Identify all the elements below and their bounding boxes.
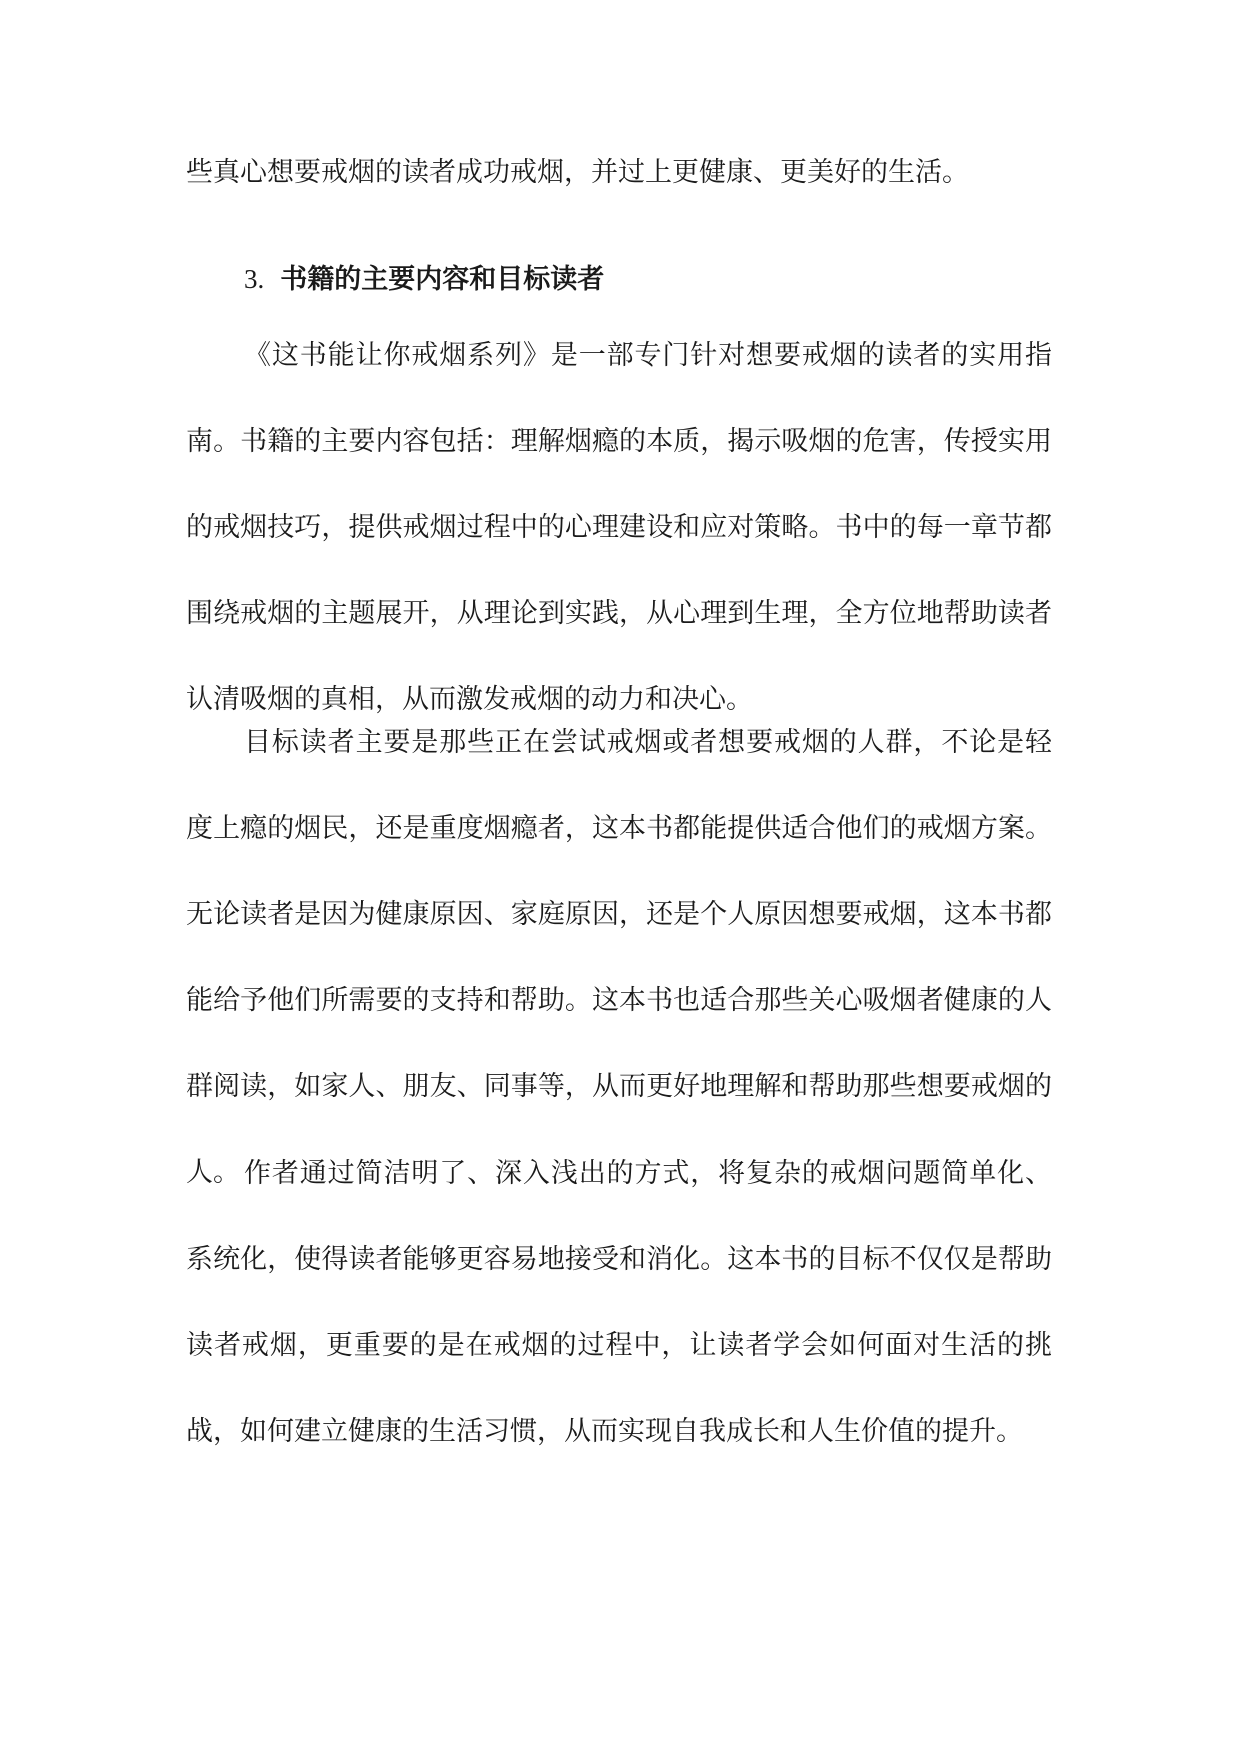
body-paragraph: 作者通过简洁明了、深入浅出的方式，将复杂的戒烟问题简单化、系统化，使得读者能够更容易地接受和消化。这本书的目标不仅仅是帮助读者戒烟，更重要的是在戒烟的过程中，让读者学会如何面对生活的挑战，如何建立健康的生活习惯，从而实现自我成长和人生价值的提升。	[186, 1158, 1052, 1447]
section-heading	[244, 236, 604, 323]
paragraph-block-3	[186, 1131, 1052, 1475]
section-title: 书籍的主要内容和目标读者	[280, 264, 605, 295]
body-paragraph: 《这书能让你戒烟系列》是一部专门针对想要戒烟的读者的实用指南。书籍的主要内容包括：理解烟瘾的本质，揭示吸烟的危害，传授实用的戒烟技巧，提供戒烟过程中的心理建设和应对策略。书中的每一章节都围绕戒烟的主题展开，从理论到实践，从心理到生理，全方位地帮助读者认清吸烟的真相，从而激发戒烟的动力和决心。	[186, 340, 1052, 715]
body-paragraph: 目标读者主要是那些正在尝试戒烟或者想要戒烟的人群，不论是轻度上瘾的烟民，还是重度烟瘾者，这本书都能提供适合他们的戒烟方案。无论读者是因为健康原因、家庭原因，还是个人原因想要戒烟，这本书都能给予他们所需要的支持和帮助。这本书也适合那些关心吸烟者健康的人群阅读，如家人、朋友、同事等，从而更好地理解和帮助那些想要戒烟的人。	[186, 727, 1052, 1188]
carryover-paragraph: 些真心想要戒烟的读者成功戒烟，并过上更健康、更美好的生活。	[186, 157, 969, 188]
paragraph-block-1	[186, 313, 1052, 743]
section-number: 3.	[244, 264, 265, 294]
carryover-paragraph-block	[186, 130, 1052, 216]
